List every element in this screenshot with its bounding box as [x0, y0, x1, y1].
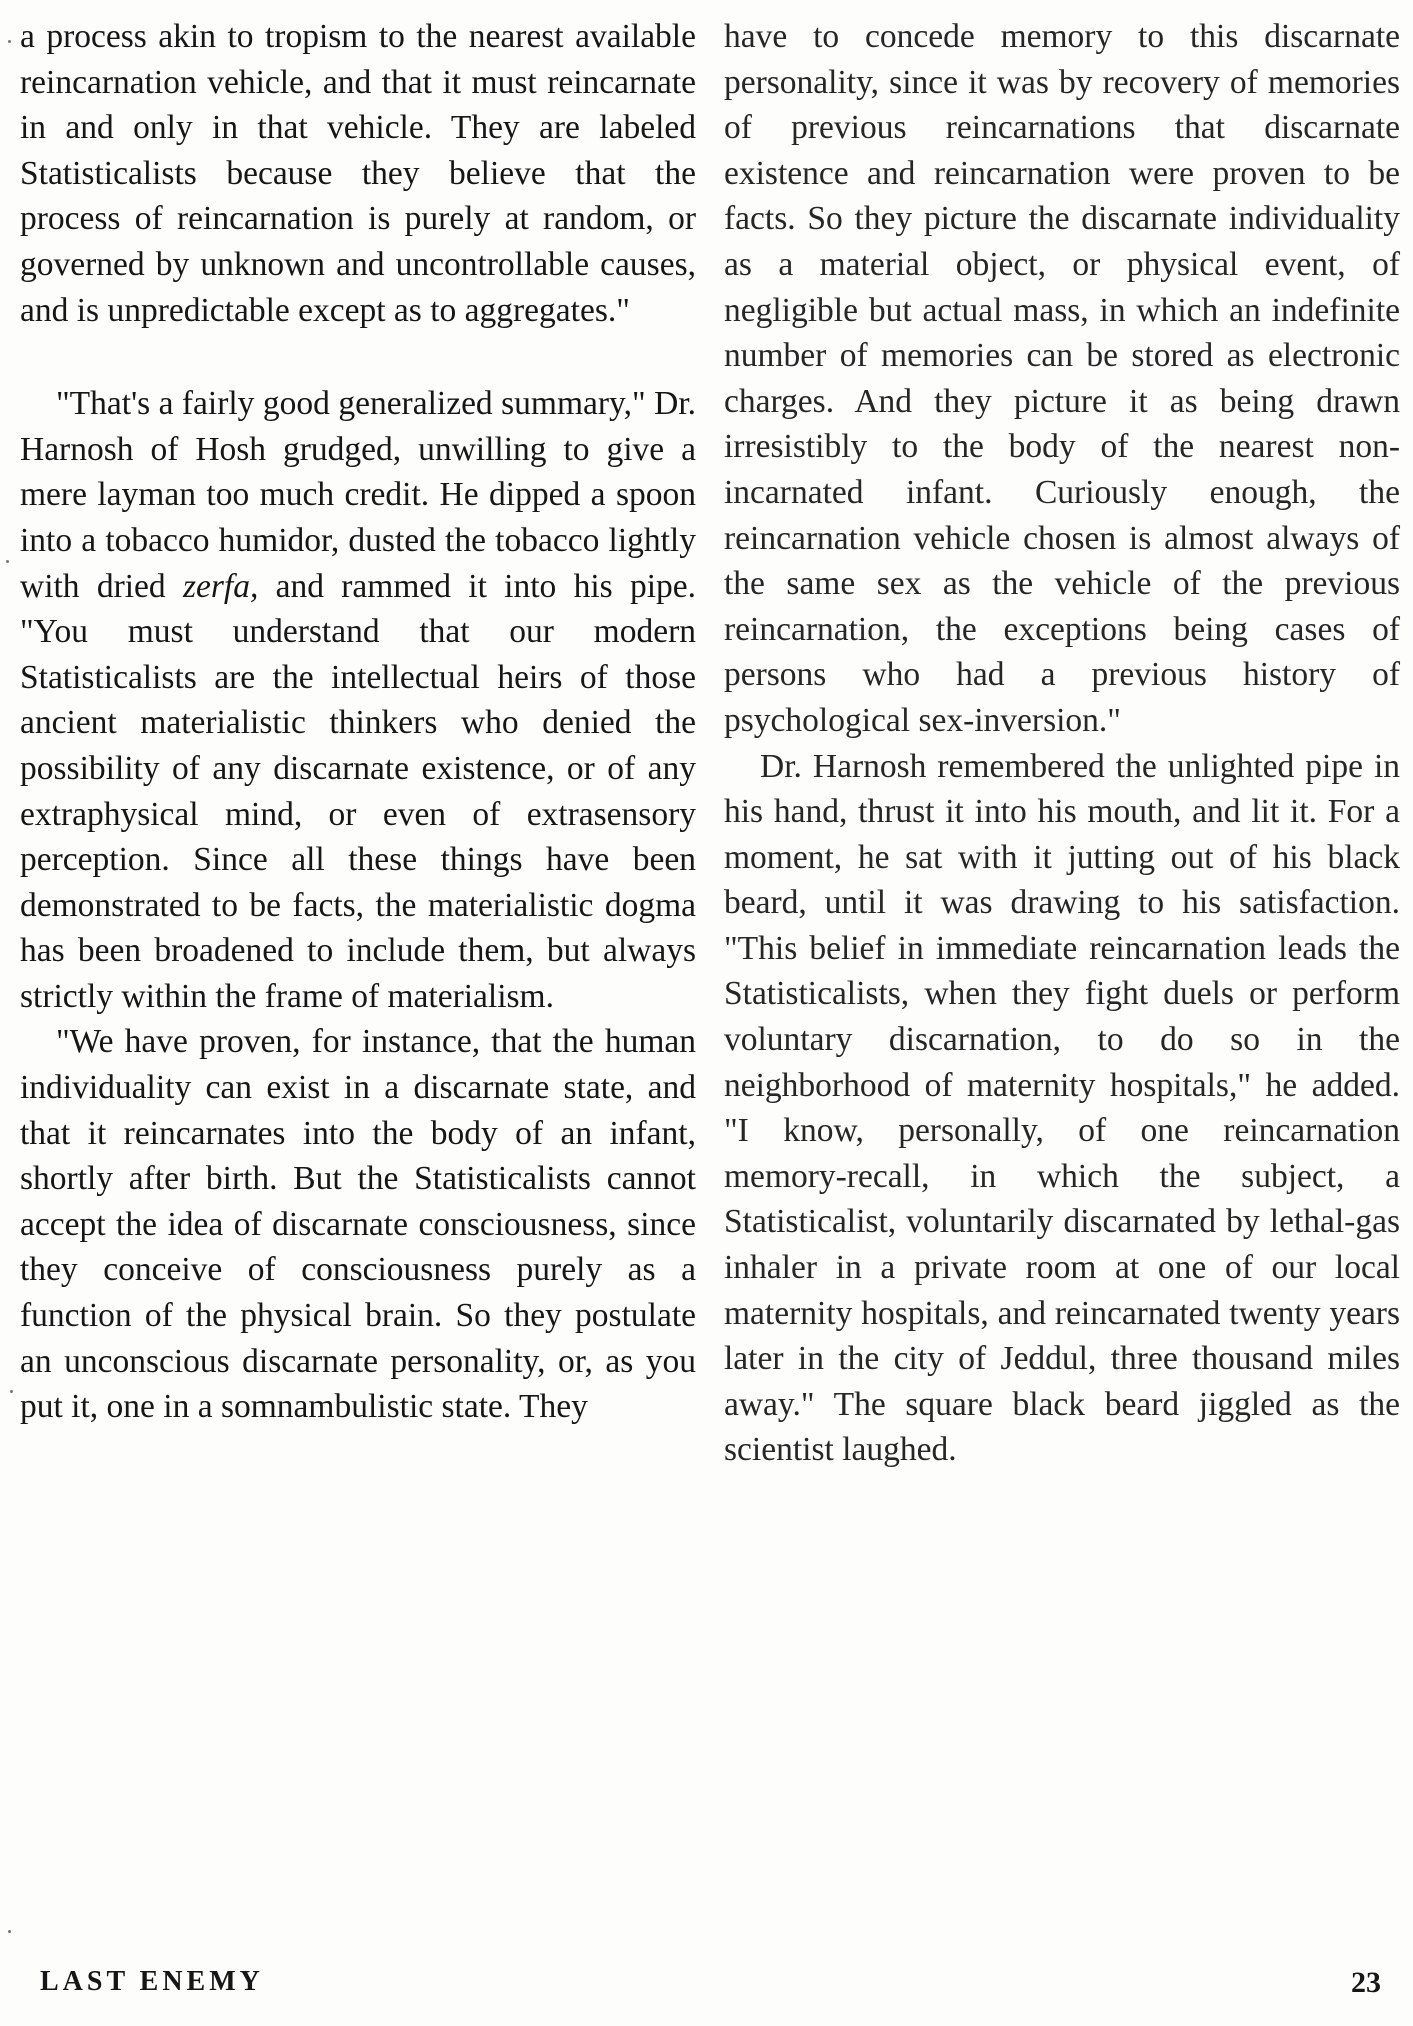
paragraph-4: have to concede memory to this discarnate personality, since it was by recovery of memories of previous reincarnations that discarnate existence and reincarnation were proven to be facts. So they picture the discarnate individuality as a material object, or physical event, of negligible but actual mass, in which an indefinite number of memories can be stored as electronic charges. And they picture it as being drawn irresistibly to the body of the nearest non-incarnated infant. Curiously enough, the reincarnation vehicle chosen is almost always of the same sex as the vehicle of the previous reincarnation, the exceptions being cases of persons who had a previous history of psychological sex-inversion." — [724, 18, 1400, 739]
paragraph-gap — [20, 333, 696, 381]
page-number: 23 — [1351, 1966, 1381, 1999]
paragraph-5: Dr. Harnosh remembered the unlighted pipe in his hand, thrust it into his mouth, and lit it. For a moment, he sat with it jutting out of his black beard, until it was drawing to his satisfaction. "This belief in immediate reincarnation leads the Statisticalists, when they fight duels or perform voluntary discarnation, to do so in the neighborhood of maternity hospitals," he added. "I know, personally, of one reincarnation memory-recall, in which the subject, a Statisticalist, voluntarily discarnated by lethal-gas inhaler in a private room at one of our local maternity hospitals, and reincarnated twenty years later in the city of Jeddul, three thousand miles away." The square black beard jiggled as the scientist laughed. — [724, 747, 1400, 1469]
running-title: LAST ENEMY — [40, 1966, 264, 1997]
scan-speck — [8, 40, 11, 43]
paragraph-3: "We have proven, for instance, that the human individuality can exist in a discarnate state, and that it reincarnates into the body of an infant, shortly after birth. But the Statisticalists cannot accept the idea of discarnate consciousness, since they conceive of consciousness purely as a function of the physical brain. So they postulate an unconscious discarnate personality, or, as you put it, one in a somnambulistic state. They — [20, 1023, 696, 1426]
paragraph-2 — [20, 381, 696, 1019]
scan-speck — [10, 1390, 13, 1393]
scan-speck — [8, 1930, 11, 1933]
paragraph-1: a process akin to tropism to the nearest available reincarnation vehicle, and that it must reincarnate in and only in that vehicle. They are labeled Statisticalists because they believe that the process of reincarnation is purely at random, or governed by unknown and uncontrollable causes, and is unpredictable except as to aggregates." — [20, 18, 696, 329]
page-footer — [40, 1966, 1393, 2006]
right-column — [724, 14, 1400, 1473]
left-column — [20, 14, 696, 1430]
italic-word-zerfa: zerfa, — [182, 567, 259, 605]
paragraph-2-lead: "That's a fairly good generalized summary," Dr. Harnosh of Hosh grudged, unwilling to give a mere layman too much credit. He dipped a spoon into a tobacco humidor, dusted the tobacco lightly with dried — [20, 385, 696, 605]
paragraph-2-rest: and rammed it into his pipe. "You must understand that our modern Statisticalists are the intellectual heirs of those ancient materialistic thinkers who denied the possibility of any discarnate existence, or of any extraphysical mind, or even of extrasensory perception. Since all these things have been demonstrated to be facts, the materialistic dogma has been broadened to include them, but always strictly within the frame of materialism. — [20, 567, 696, 1015]
scan-speck — [6, 560, 9, 563]
